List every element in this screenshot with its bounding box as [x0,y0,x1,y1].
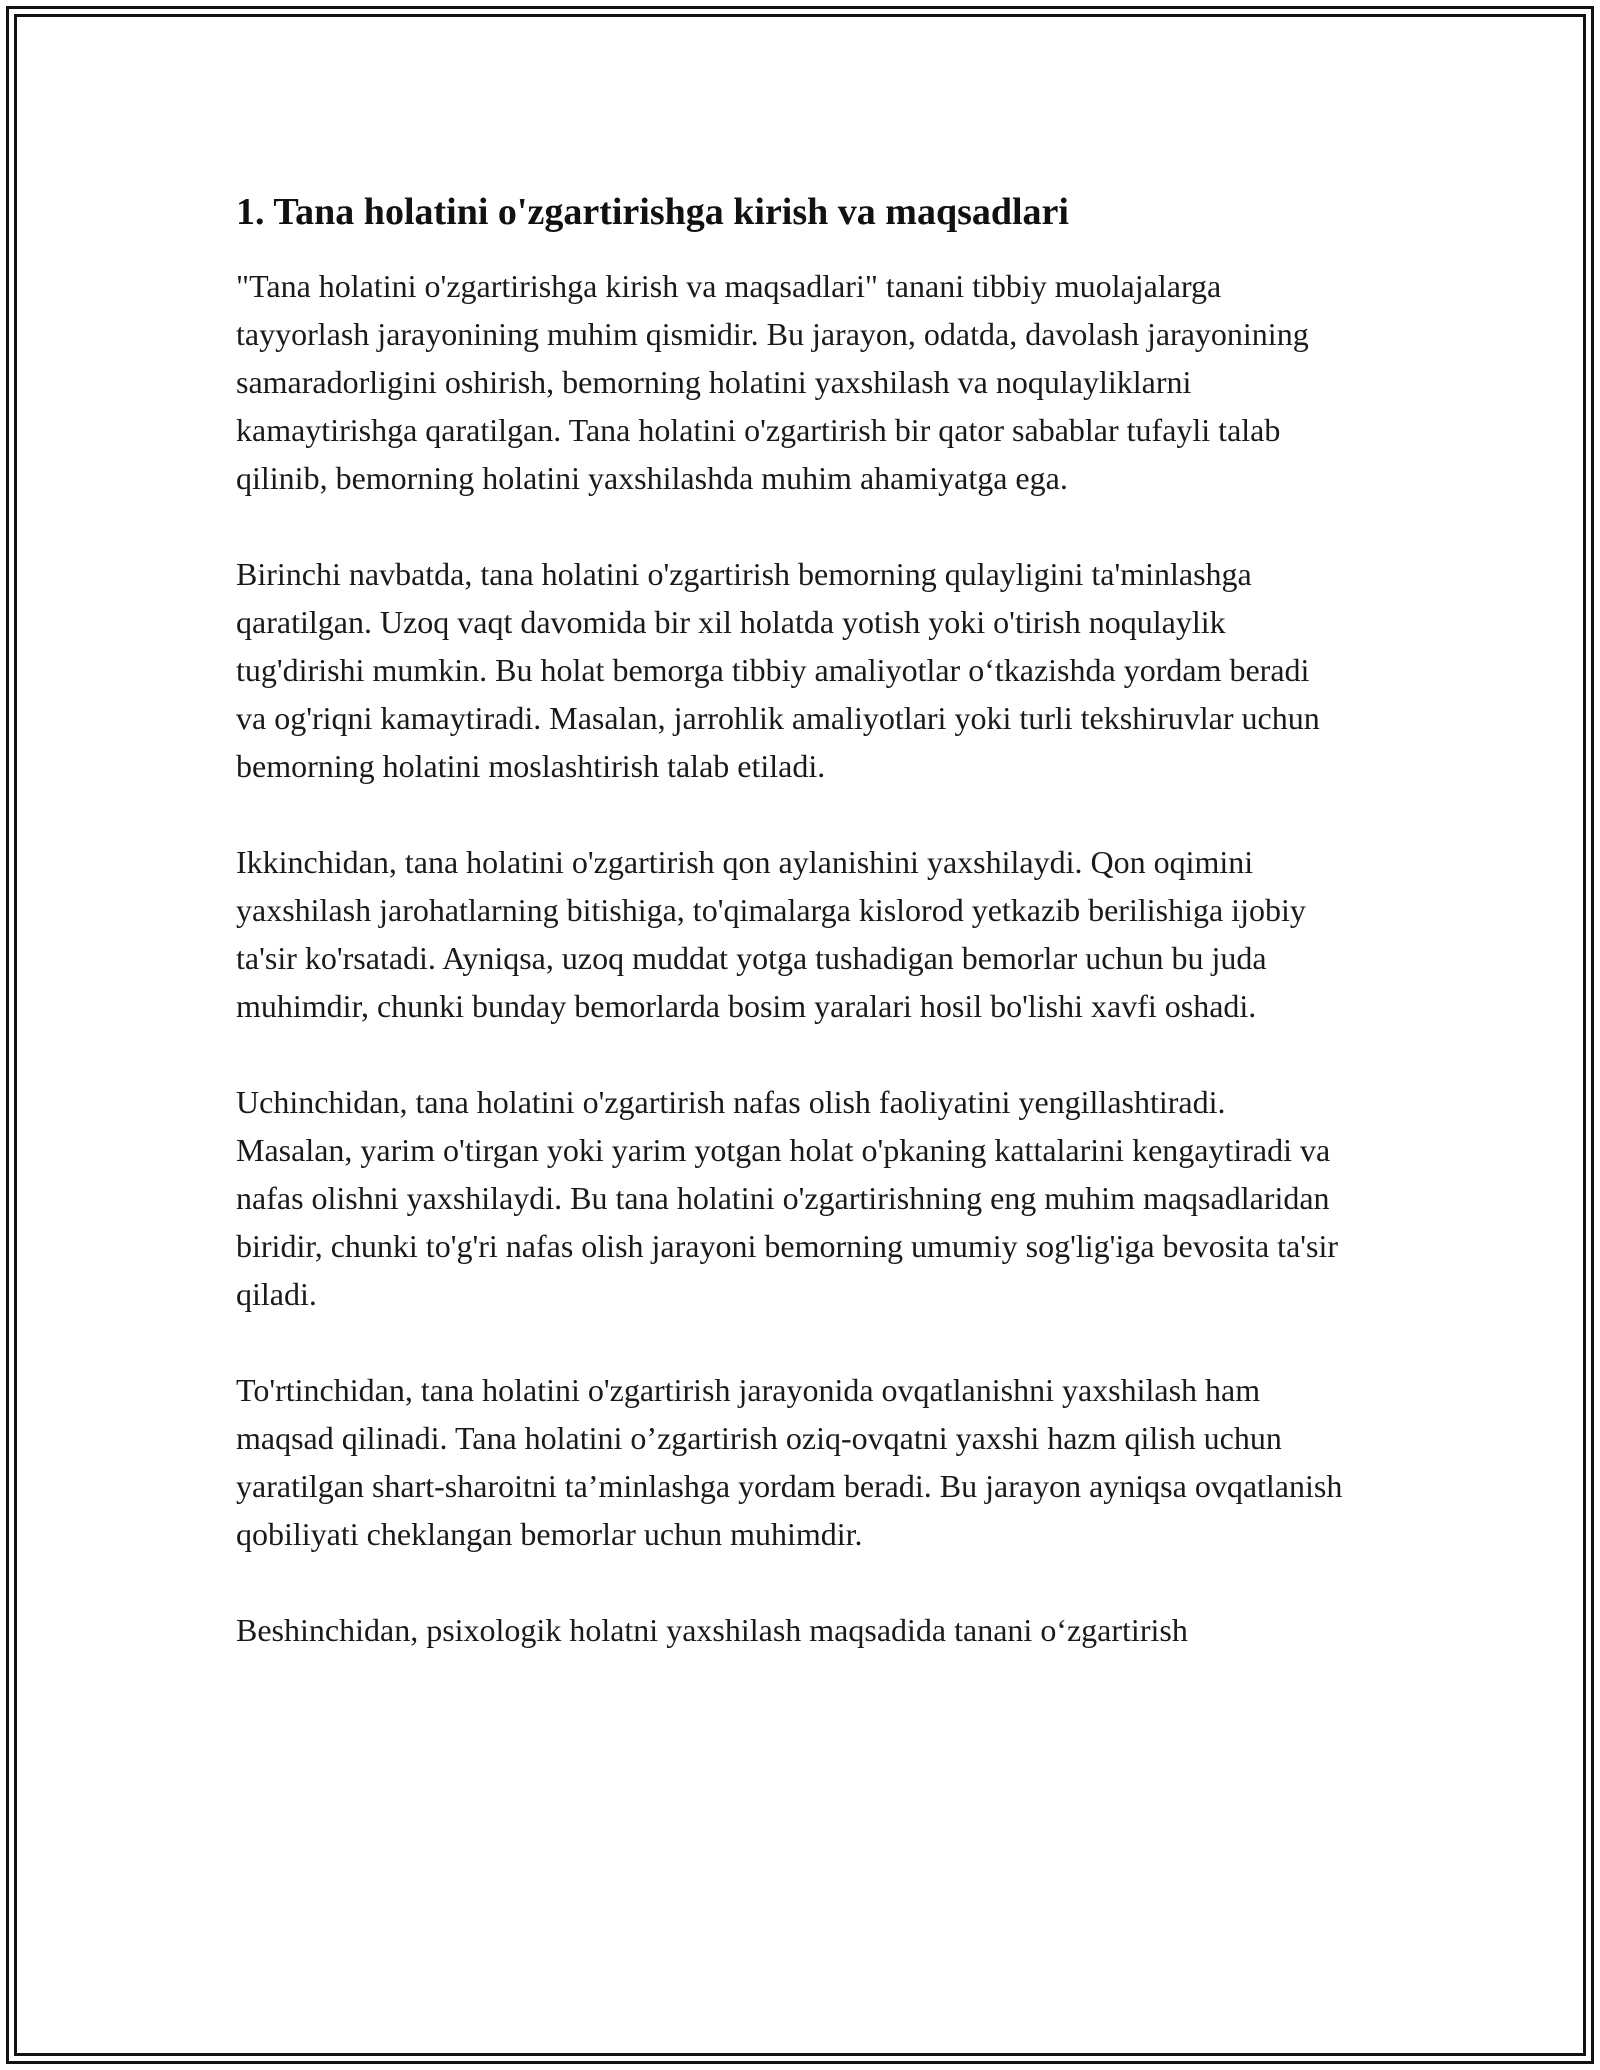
paragraph-first-purpose: Birinchi navbatda, tana holatini o'zgartirish bemorning qulayligini ta'minlashga qaratilgan. Uzoq vaqt davomida bir xil holatda yotish yoki o'tirish noqulaylik tug'dirishi mumkin. Bu holat bemorga tibbiy amaliyotlar o‘tkazishda yordam beradi va og'riqni kamaytiradi. Masalan, jarrohlik amaliyotlari yoki turli tekshiruvlar uchun bemorning holatini moslashtirish talab etiladi. [236,556,1320,784]
paragraph-fifth-purpose: Beshinchidan, psixologik holatni yaxshilash maqsadida tanani o‘zgartirish [236,1612,1188,1648]
paragraph-fourth-purpose: To'rtinchidan, tana holatini o'zgartirish jarayonida ovqatlanishni yaxshilash ham maqsad qilinadi. Tana holatini o’zgartirish oziq-ovqatni yaxshi hazm qilish uchun yaratilgan shart-sharoitni ta’minlashga yordam beradi. Bu jarayon ayniqsa ovqatlanish qobiliyati cheklangan bemorlar uchun muhimdir. [236,1372,1343,1552]
document-body [236,186,1346,1702]
section-heading: 1. Tana holatini o'zgartirishga kirish va maqsadlari [236,191,1069,233]
paragraph-introduction: "Tana holatini o'zgartirishga kirish va maqsadlari" tanani tibbiy muolajalarga tayyorlash jarayonining muhim qismidir. Bu jarayon, odatda, davolash jarayonining samaradorligini oshirish, bemorning holatini yaxshilash va noqulayliklarni kamaytirishga qaratilgan. Tana holatini o'zgartirish bir qator sabablar tufayli talab qilinib, bemorning holatini yaxshilashda muhim ahamiyatga ega. [236,268,1309,496]
paragraph-third-purpose: Uchinchidan, tana holatini o'zgartirish nafas olish faoliyatini yengillashtiradi. Masalan, yarim o'tirgan yoki yarim yotgan holat o'pkaning kattalarini kengaytiradi va nafas olishni yaxshilaydi. Bu tana holatini o'zgartirishning eng muhim maqsadlaridan biridir, chunki to'g'ri nafas olish jarayoni bemorning umumiy sog'lig'iga bevosita ta'sir qiladi. [236,1084,1339,1312]
paragraph-second-purpose: Ikkinchidan, tana holatini o'zgartirish qon aylanishini yaxshilaydi. Qon oqimini yaxshilash jarohatlarning bitishiga, to'qimalarga kislorod yetkazib berilishiga ijobiy ta'sir ko'rsatadi. Ayniqsa, uzoq muddat yotga tushadigan bemorlar uchun bu juda muhimdir, chunki bunday bemorlarda bosim yaralari hosil bo'lishi xavfi oshadi. [236,844,1306,1024]
